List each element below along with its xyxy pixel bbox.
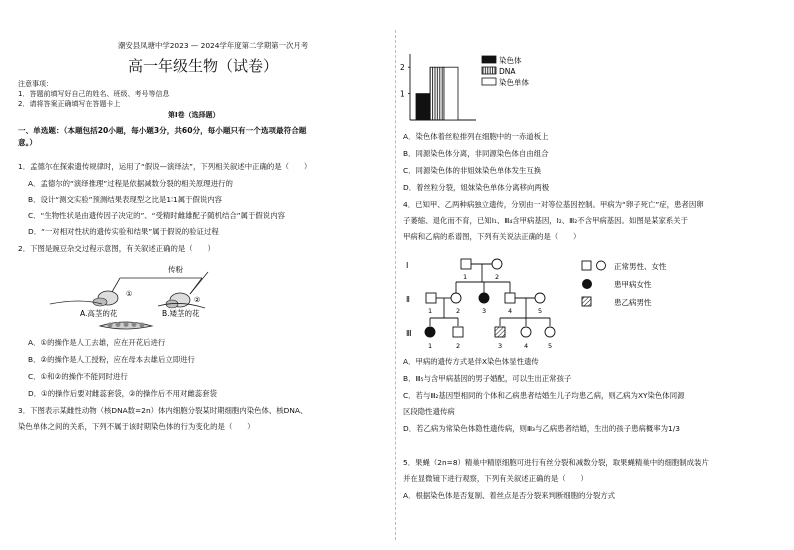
gen3-female-1-affected <box>425 327 435 337</box>
q5-option-a: A．根据染色体是否复制、着丝点是否分裂来判断细胞的分裂方式 <box>403 491 615 500</box>
q2-option-d: D．①的操作后要对雌蕊套袋，②的操作后不用对雌蕊套袋 <box>28 389 217 398</box>
bar-dna <box>430 67 444 120</box>
q4-stem-line3: 甲病和乙病的系谱图，下列有关说法正确的是（ ） <box>403 232 581 241</box>
gen3-num-3: 3 <box>498 342 503 350</box>
q3-option-c: C．同源染色体的非姐妹染色单体发生互换 <box>403 166 542 175</box>
q5-stem-line2: 并在显微镜下进行观察，下列有关叙述正确的是（ ） <box>403 474 588 483</box>
gen3-num-5: 5 <box>548 342 553 350</box>
legend-swatch-bar-chromosome <box>482 56 496 63</box>
gen3-male-3-disease-b <box>495 327 505 337</box>
exam-title: 高一年级生物（试卷） <box>128 57 279 75</box>
q3-option-d: D．着丝粒分裂，姐妹染色单体分离移向两极 <box>403 183 550 192</box>
gen2-num-3: 3 <box>482 307 487 315</box>
short-flower-label: B.矮茎的花 <box>162 309 200 318</box>
gen3-female-5 <box>545 327 555 337</box>
q1-option-a: A．孟德尔的“演绎推理”过程是依据减数分裂的相关原理进行的 <box>28 179 233 188</box>
circle-label-1: ① <box>126 290 133 298</box>
legend-male-icon <box>582 261 591 270</box>
gen1-num-1: 1 <box>463 273 468 281</box>
q2-option-b: B．②的操作是人工授粉，应在母本去雄后立即进行 <box>28 355 195 364</box>
y-tick-label-2: 2 <box>400 63 405 73</box>
legend-disease-a-icon <box>583 280 592 289</box>
gen3-male-2 <box>453 327 463 337</box>
q2-option-c: C．①和②的操作不能同时进行 <box>28 372 128 381</box>
q4-stem-line1: 4．已知甲、乙两种病独立遗传，分别由一对等位基因控制。甲病为“卵子死亡”症，患者因卵 <box>403 200 704 209</box>
pea-cross-figure <box>40 262 240 334</box>
circle-label-2: ② <box>194 296 201 304</box>
gen3-num-4: 4 <box>524 342 529 350</box>
q5-stem-line1: 5．果蝇（2n=8）精巢中精原细胞可进行有丝分裂和减数分裂，取果蝇精巢中的细胞制成装片 <box>403 458 709 467</box>
q1-option-b: B．设计“测交实验”预测结果表现型之比是1∶1属于假说内容 <box>28 195 223 204</box>
y-tick-label-1: 1 <box>400 89 405 99</box>
notes-label: 注意事项： <box>18 80 53 88</box>
q4-option-c-cont: 区段隐性遗传病 <box>403 407 455 416</box>
gen2-num-2: 2 <box>456 307 461 315</box>
bar-chromosome <box>416 94 430 120</box>
gen3-female-4 <box>521 327 531 337</box>
q4-option-d: D．若乙病为常染色体隐性遗传病，则Ⅲ₃与乙病患者结婚，生出的孩子患病概率为1/3 <box>403 424 680 433</box>
legend-female-icon <box>597 261 606 270</box>
notes-item-1: 1．答题前填写好自己的姓名、班级、考号等信息 <box>18 90 170 98</box>
legend-disease-a-label: 患甲病女性 <box>614 280 652 289</box>
gen3-num-2: 2 <box>456 342 461 350</box>
gen2-female-1 <box>451 293 461 303</box>
bar-chromatid <box>444 67 458 120</box>
pedigree-chart <box>400 252 730 352</box>
school-header: 潮安县凤塘中学2023 — 2024学年度第二学期第一次月考 <box>118 41 309 50</box>
tall-flower-label: A.高茎的花 <box>80 309 118 318</box>
gen1-num-2: 2 <box>495 273 500 281</box>
gen2-female-5 <box>535 293 545 303</box>
notes-item-2: 2．请将答案正确填写在答题卡上 <box>18 100 121 108</box>
q3-stem-line2: 染色单体之间的关系，下列不属于该时期染色体的行为变化的是（ ） <box>18 422 255 431</box>
gen1-female-2 <box>492 259 502 269</box>
q3-option-a: A．染色体着丝粒排列在细胞中的一赤道板上 <box>403 132 549 141</box>
legend-swatch-bar-dna <box>482 67 496 74</box>
q4-option-c: C．若与Ⅲ₂基因型相同的个体和乙病患者结婚生儿子均患乙病，则乙病为XY染色体同源 <box>403 391 685 400</box>
gen2-male-4 <box>505 293 515 303</box>
gen2-female-3-affected <box>479 293 489 303</box>
gen3-num-1: 1 <box>428 342 433 350</box>
legend-label-bar-chromatid: 染色单体 <box>499 78 529 87</box>
legend-label-bar-dna: DNA <box>499 67 516 76</box>
gen-label-1: Ⅰ <box>406 261 409 270</box>
section-title: 第Ⅰ卷（选择题） <box>168 111 220 119</box>
q1-option-c: C．“生物性状是由遗传因子决定的”、“受精时雌雄配子随机结合”属于假说内容 <box>28 211 285 220</box>
q4-option-b: B．Ⅲ₅与含甲病基因的男子婚配，可以生出正常孩子 <box>403 374 572 383</box>
q2-option-a: A．①的操作是人工去雄，应在开花后进行 <box>28 338 166 347</box>
q1-option-d: D．“一对相对性状的遗传实验和结果”属于假说的验证过程 <box>28 227 219 236</box>
legend-disease-b-icon <box>582 297 591 306</box>
legend-normal-label: 正常男性、女性 <box>614 262 667 271</box>
gen2-num-4: 4 <box>508 307 513 315</box>
legend-disease-b-label: 患乙病男性 <box>614 298 652 307</box>
section-heading-1: 一、单选题：（本题包括20小题，每小题3分，共60分，每小题只有一个选项最符合题 <box>18 126 307 135</box>
q2-stem: 2．下图是豌豆杂交过程示意图，有关叙述正确的是（ ） <box>18 244 215 253</box>
transfer-label: 传粉 <box>168 265 183 274</box>
q4-stem-line2: 子萎缩、退化而不育，已知Ⅰ₁、Ⅲ₄含甲病基因，Ⅰ₂、Ⅲ₂不含甲病基因。如图是某家系关于 <box>403 216 689 225</box>
q3-bar-chart <box>396 50 556 126</box>
legend-label-bar-chromosome: 染色体 <box>499 56 522 65</box>
gen1-male-1 <box>461 259 471 269</box>
gen-label-2: Ⅱ <box>406 295 410 304</box>
section-heading-2: 意。） <box>18 138 37 147</box>
gen-label-3: Ⅲ <box>406 329 412 338</box>
legend-swatch-bar-chromatid <box>482 78 496 85</box>
gen2-num-1: 1 <box>428 307 433 315</box>
q4-option-a: A．甲病的遗传方式是伴X染色体显性遗传 <box>403 357 539 366</box>
gen2-num-5: 5 <box>538 307 543 315</box>
q1-stem: 1．孟德尔在探索遗传规律时，运用了“假说—演绎法”，下列相关叙述中正确的是（ ） <box>18 162 312 171</box>
gen2-male-spouse <box>426 293 436 303</box>
q3-stem-line1: 3．下图表示某雌性动物（核DNA数=2n）体内细胞分裂某时期细胞内染色体、核DNA、 <box>18 406 308 415</box>
q3-option-b: B．同源染色体分离，非同源染色体自由组合 <box>403 149 549 158</box>
